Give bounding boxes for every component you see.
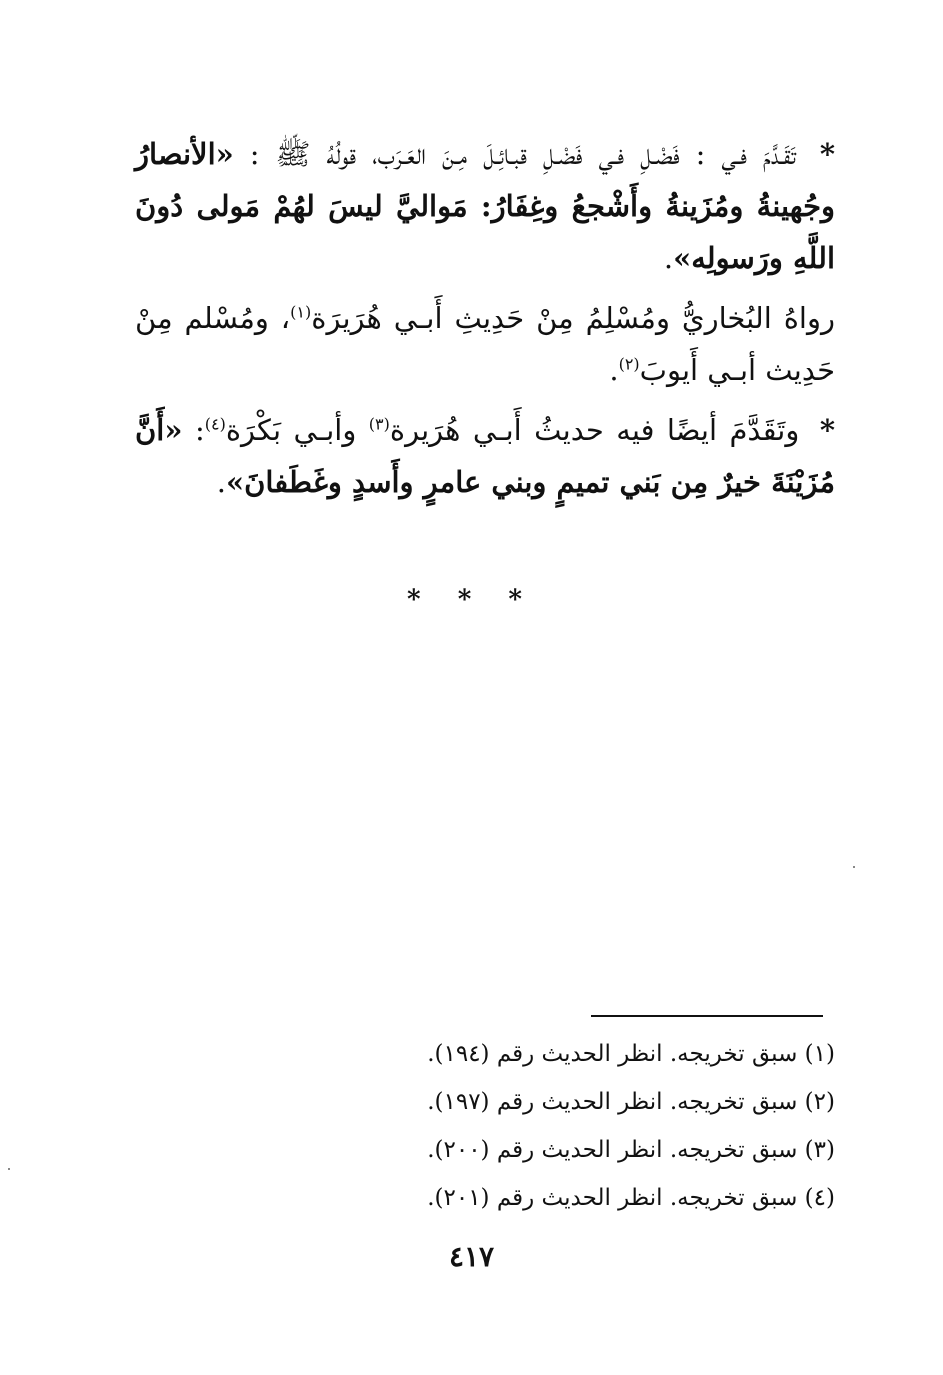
section-divider: * * * xyxy=(407,585,536,615)
paragraph-3-colon: : xyxy=(194,413,205,447)
paragraph-1-text-a: تَقَـدَّمَ فـي : فَضْـلِ فـي فَضْـلِ قبـائِـلَ مِـنَ العَـرَب، xyxy=(372,137,796,171)
footnote-3 xyxy=(300,1126,835,1174)
footnote-ref-1: (١) xyxy=(290,302,312,322)
main-text xyxy=(135,128,835,508)
footnote-number: (١) xyxy=(804,1041,835,1067)
scan-speck xyxy=(853,866,855,868)
paragraph-3-text-a: وتَقَدَّمَ أيضًا فيه حديثُ أَبـي هُرَيرة xyxy=(389,413,800,447)
footnote-text: سبق تخريجه. انظر الحديث رقم (٢٠١). xyxy=(427,1185,798,1211)
footnote-ref-2: (٢) xyxy=(618,354,640,374)
footnote-rule xyxy=(591,1015,823,1017)
footnote-text: سبق تخريجه. انظر الحديث رقم (١٩٧). xyxy=(427,1089,798,1115)
scan-speck xyxy=(8,1168,10,1170)
footnote-ref-4: (٤) xyxy=(204,414,226,434)
paragraph-3-text-b: وأبـي بَكْرَة xyxy=(225,413,357,447)
hadith-quote-1: «الأنصارُ وجُهينةُ ومُزَينةُ وأَشْجعُ وغِفَارُ: مَواليَّ ليسَ لهُمْ مَولى دُونَ اللَّهِ ورَسولِه» xyxy=(135,137,835,275)
paragraph-1-text-b: قولُهُ ﷺ : xyxy=(249,137,357,171)
paragraph-2-text-a: رواهُ البُخاريُّ ومُسْلِمُ مِنْ حَدِيثِ أَبـي هُرَيرَة xyxy=(311,301,835,335)
paragraph-2 xyxy=(135,292,835,396)
footnote-number: (٤) xyxy=(804,1185,835,1211)
page-number: ٤١٧ xyxy=(448,1240,495,1273)
footnote-1 xyxy=(300,1030,835,1078)
footnote-number: (٢) xyxy=(804,1089,835,1115)
paragraph-1-end: . xyxy=(663,241,674,275)
paragraph-1 xyxy=(135,128,835,284)
star-marker: * xyxy=(819,137,835,171)
footnote-text: سبق تخريجه. انظر الحديث رقم (١٩٤). xyxy=(427,1041,798,1067)
star-marker: * xyxy=(819,413,836,447)
hadith-quote-2: «أَنَّ مُزَيْنَةَ خيرٌ مِن بَني تميمٍ وبني عامرٍ وأَسدٍ وغَطَفانَ» xyxy=(135,413,835,499)
paragraph-3-end: . xyxy=(216,465,226,499)
footnotes xyxy=(300,1030,835,1222)
footnote-2 xyxy=(300,1078,835,1126)
paragraph-3 xyxy=(135,404,835,508)
footnote-text: سبق تخريجه. انظر الحديث رقم (٢٠٠). xyxy=(427,1137,798,1163)
footnote-4 xyxy=(300,1174,835,1222)
footnote-ref-3: (٣) xyxy=(368,414,390,434)
paragraph-2-text-b: ، ومُسْلم مِنْ حَدِيث أبـي أَيوبَ xyxy=(135,301,835,387)
paragraph-2-end: . xyxy=(609,353,619,387)
footnote-number: (٣) xyxy=(804,1137,835,1163)
